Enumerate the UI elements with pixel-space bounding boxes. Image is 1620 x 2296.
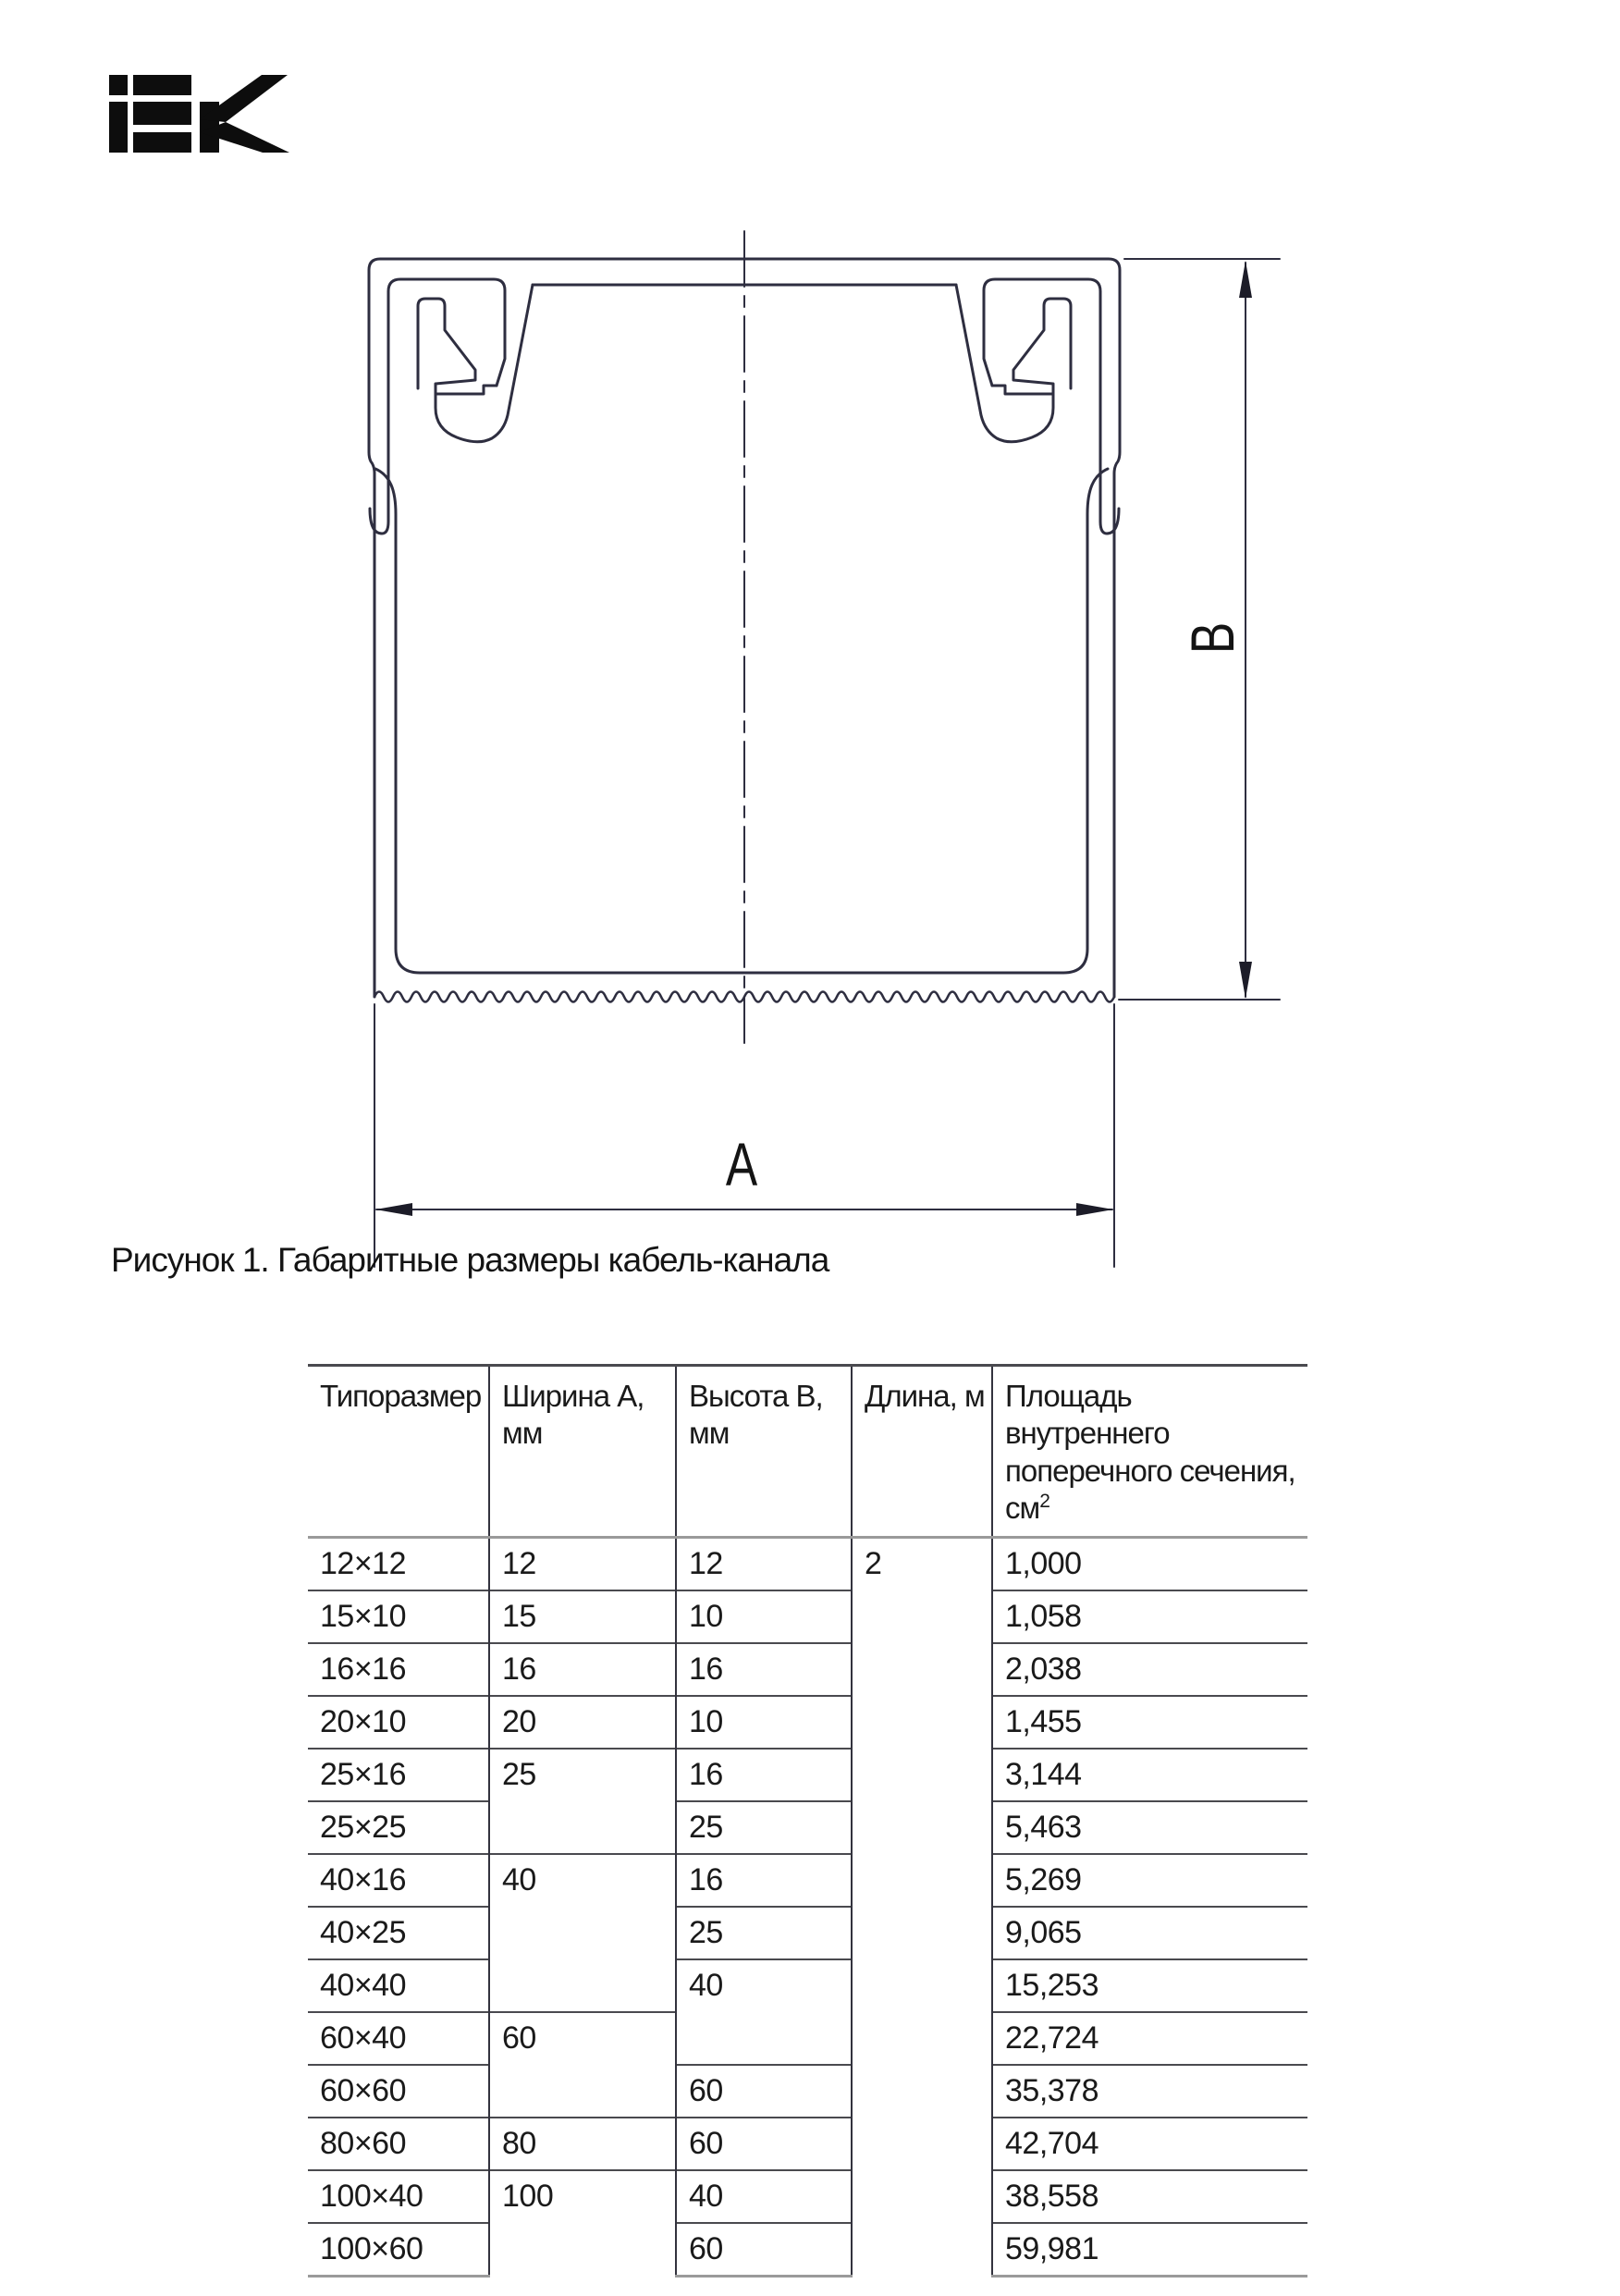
cell-height: 16: [676, 1643, 852, 1696]
cell-area: 15,253: [992, 1959, 1307, 2012]
cell-size: 15×10: [308, 1590, 489, 1643]
cell-area: 2,038: [992, 1643, 1307, 1696]
cell-height: 60: [676, 2065, 852, 2118]
cell-size: 40×25: [308, 1907, 489, 1959]
table-row: [308, 1643, 1307, 1696]
table-row: [308, 1854, 1307, 1907]
cell-size: 12×12: [308, 1538, 489, 1591]
cell-width: 20: [489, 1696, 676, 1749]
cell-size: 60×60: [308, 2065, 489, 2118]
dim-label-b: B: [1177, 621, 1247, 655]
cell-height: 40: [676, 1959, 852, 2065]
table-header-row: [308, 1366, 1307, 1538]
cell-height: 12: [676, 1538, 852, 1591]
header-height: Высота В, мм: [676, 1366, 852, 1538]
cell-area: 1,000: [992, 1538, 1307, 1591]
header-area: Площадь внутреннего поперечного сечения, $см^2$: [992, 1366, 1307, 1538]
cell-area: 1,455: [992, 1696, 1307, 1749]
table-row: [308, 1590, 1307, 1643]
cell-height: 60: [676, 2118, 852, 2170]
cell-height: 16: [676, 1854, 852, 1907]
cell-size: 40×40: [308, 1959, 489, 2012]
cell-area: 3,144: [992, 1749, 1307, 1801]
cell-width: 80: [489, 2118, 676, 2170]
arrow-a-left-icon: [375, 1203, 412, 1216]
table-row: [308, 1907, 1307, 1959]
cell-width: 100: [489, 2170, 676, 2277]
cell-width: 60: [489, 2012, 676, 2118]
cell-size: 20×10: [308, 1696, 489, 1749]
table-row: [308, 2065, 1307, 2118]
cell-area: 42,704: [992, 2118, 1307, 2170]
cell-height: 25: [676, 1907, 852, 1959]
cell-size: 16×16: [308, 1643, 489, 1696]
cell-size: 80×60: [308, 2118, 489, 2170]
cell-size: 25×25: [308, 1801, 489, 1854]
cell-area: 38,558: [992, 2170, 1307, 2223]
cell-length: 2: [852, 1538, 992, 2277]
cell-height: 60: [676, 2223, 852, 2277]
figure-caption: Рисунок 1. Габаритные размеры кабель-канала: [111, 1241, 829, 1279]
spec-table: [308, 1364, 1307, 2278]
cell-width: 25: [489, 1749, 676, 1854]
cell-height: 10: [676, 1696, 852, 1749]
cell-width: 40: [489, 1854, 676, 2012]
cell-height: 10: [676, 1590, 852, 1643]
dim-label-a: A: [725, 1129, 758, 1199]
cell-size: 40×16: [308, 1854, 489, 1907]
cell-area: 5,463: [992, 1801, 1307, 1854]
cell-area: 5,269: [992, 1854, 1307, 1907]
arrow-b-top-icon: [1239, 261, 1252, 298]
cell-size: 100×40: [308, 2170, 489, 2223]
table-row: [308, 2223, 1307, 2277]
cell-area: 1,058: [992, 1590, 1307, 1643]
cell-height: 25: [676, 1801, 852, 1854]
cell-width: 15: [489, 1590, 676, 1643]
table-row: [308, 2170, 1307, 2223]
arrow-b-bottom-icon: [1239, 962, 1252, 999]
table-row: [308, 1749, 1307, 1801]
cell-area: 22,724: [992, 2012, 1307, 2065]
header-size: Типоразмер: [308, 1366, 489, 1538]
arrow-a-right-icon: [1076, 1203, 1113, 1216]
table-row: [308, 1959, 1307, 2012]
header-length: Длина, м: [852, 1366, 992, 1538]
cell-height: 40: [676, 2170, 852, 2223]
cell-size: 25×16: [308, 1749, 489, 1801]
table-row: [308, 1538, 1307, 1591]
profile-inner-walls: [375, 469, 1108, 973]
table-row: [308, 1696, 1307, 1749]
cell-height: 16: [676, 1749, 852, 1801]
cell-area: 35,378: [992, 2065, 1307, 2118]
cell-area: 9,065: [992, 1907, 1307, 1959]
table-row: [308, 1801, 1307, 1854]
cell-size: 60×40: [308, 2012, 489, 2065]
table-row: [308, 2118, 1307, 2170]
cell-size: 100×60: [308, 2223, 489, 2277]
latch-detail-right: [956, 279, 1119, 534]
cell-width: 12: [489, 1538, 676, 1591]
header-width: Ширина А, мм: [489, 1366, 676, 1538]
cell-area: 59,981: [992, 2223, 1307, 2277]
cell-width: 16: [489, 1643, 676, 1696]
